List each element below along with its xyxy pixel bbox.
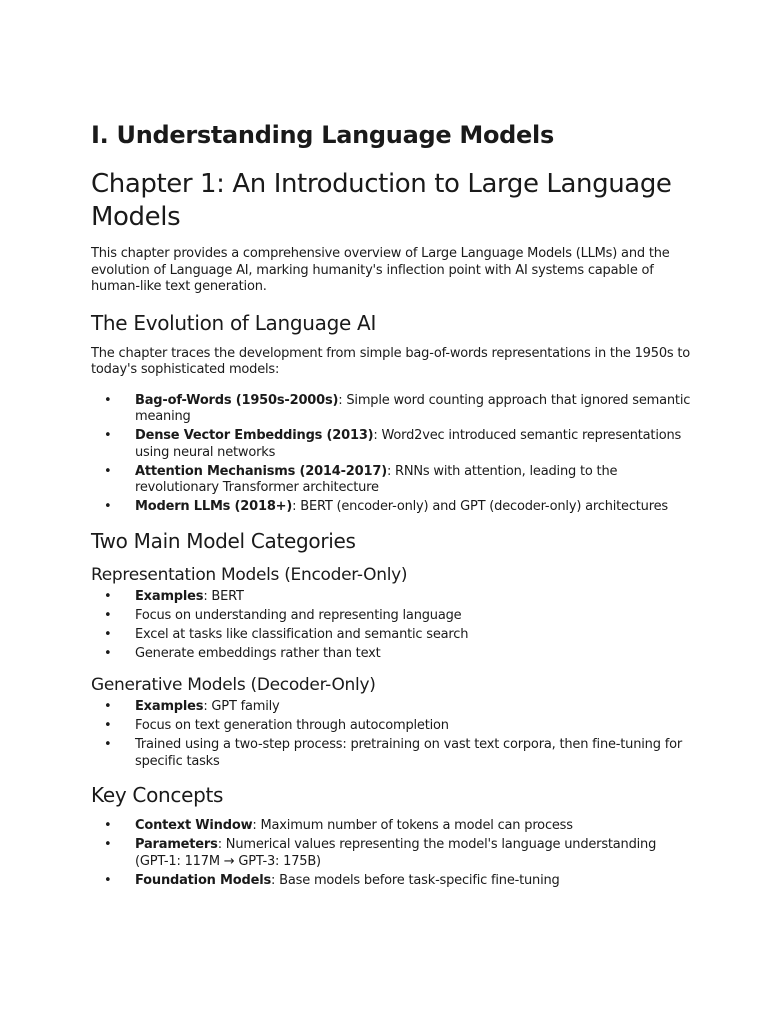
list-item-text: : RNNs with attention, leading to the revolutionary Transformer architecture <box>135 463 618 495</box>
evolution-heading: The Evolution of Language AI <box>91 310 377 335</box>
representation-heading: Representation Models (Encoder-Only) <box>91 564 408 585</box>
list-item-term: Modern LLMs (2018+) <box>135 499 293 514</box>
representation-list <box>91 589 691 663</box>
list-item: • Generate embeddings rather than text <box>91 646 691 663</box>
list-item: • Focus on text generation through autocompletion <box>91 718 691 735</box>
list-item-term: Examples <box>135 699 204 714</box>
list-item: • Excel at tasks like classification and semantic search <box>91 627 691 644</box>
list-item-text: : Numerical values representing the model's language understanding (GPT-1: 117M → GPT-3: 175B) <box>135 837 657 869</box>
list-item-term: Examples <box>135 588 204 604</box>
list-item-text: : GPT family <box>203 699 280 714</box>
evolution-lead: The chapter traces the development from simple bag-of-words representations in the 1950s to today's sophisticated models: <box>91 345 691 377</box>
generative-heading: Generative Models (Decoder-Only) <box>91 675 376 695</box>
categories-heading: Two Main Model Categories <box>91 528 356 553</box>
list-item-text: : Word2vec introduced semantic representations using neural networks <box>135 428 682 460</box>
list-item-term: Bag-of-Words (1950s-2000s) <box>135 392 339 408</box>
list-item <box>91 818 691 835</box>
list-item <box>91 499 691 516</box>
list-item-term: Attention Mechanisms (2014-2017) <box>135 463 387 479</box>
list-item <box>91 589 691 606</box>
list-item-text: : Simple word counting approach that ignored semantic meaning <box>135 392 691 424</box>
list-item <box>91 393 691 426</box>
concepts-list <box>91 818 691 889</box>
intro-paragraph: This chapter provides a comprehensive overview of Large Language Models (LLMs) and the evolution of Language AI, marking humanity's inflection point with AI systems capable of human-like text generation. <box>91 246 670 294</box>
list-item <box>91 837 691 870</box>
evolution-list <box>91 393 691 516</box>
list-item-text: : BERT (encoder-only) and GPT (decoder-only) architectures <box>292 499 668 514</box>
concepts-heading: Key Concepts <box>91 783 224 807</box>
generative-list <box>91 699 691 770</box>
part-title: I. Understanding Language Models <box>91 121 554 149</box>
list-item-term: Foundation Models <box>135 872 272 888</box>
list-item <box>91 873 691 890</box>
list-item-term: Dense Vector Embeddings (2013) <box>135 428 374 443</box>
document-page <box>91 120 691 901</box>
chapter-title: Chapter 1: An Introduction to Large Language Models <box>91 169 672 232</box>
list-item-term: Parameters <box>135 837 218 852</box>
list-item-text: : Maximum number of tokens a model can process <box>252 818 573 833</box>
list-item-text: : Base models before task-specific fine-tuning <box>271 872 560 888</box>
list-item-term: Context Window <box>135 818 253 833</box>
list-item <box>91 464 691 497</box>
list-item-text: : BERT <box>203 588 244 604</box>
list-item: • Trained using a two-step process: pretraining on vast text corpora, then fine-tuning for specific tasks <box>91 737 691 770</box>
list-item <box>91 699 691 716</box>
list-item: • Focus on understanding and representing language <box>91 608 691 625</box>
list-item <box>91 428 691 461</box>
